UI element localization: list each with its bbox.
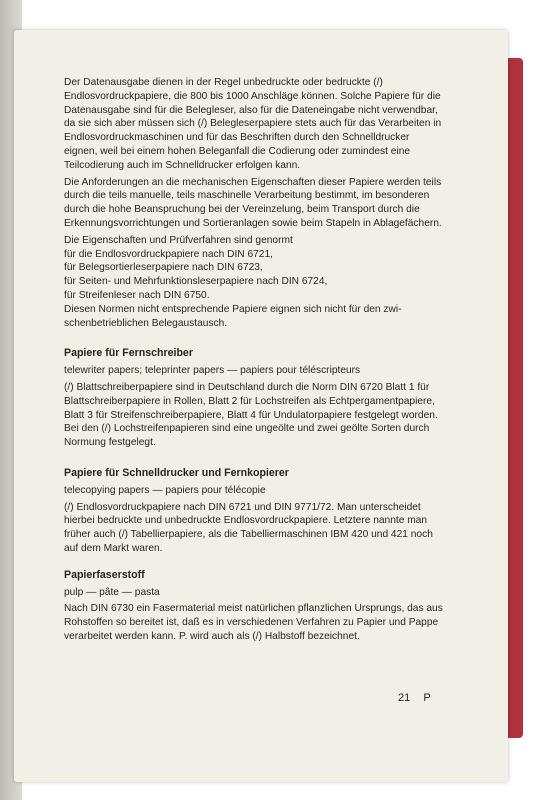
section-translations-schnelldrucker: telecopying papers — papiers pour télécopie	[64, 484, 266, 496]
section-heading-papierfaserstoff: Papierfaserstoff	[64, 568, 145, 581]
norm-list-item: für Seiten- und Mehrfunktionsleserpapiere nach DIN 6724,	[64, 276, 328, 288]
section-translations-fernschreiber: telewriter papers; teleprinter papers — papiers pour téléscripteurs	[64, 365, 361, 377]
section-heading-schnelldrucker: Papiere für Schnelldrucker und Fernkopierer	[64, 466, 289, 479]
paragraph-4: Diesen Normen nicht entsprechende Papiere eignen sich nicht für den zwischenbetrieblichen Belegaustausch.	[64, 303, 402, 329]
norm-list	[64, 234, 444, 303]
norm-list-intro: Die Eigenschaften und Prüfverfahren sind genormt	[64, 234, 293, 246]
norm-list-item: für Streifenleser nach DIN 6750.	[64, 289, 210, 301]
paragraph-1: Der Datenausgabe dienen in der Regel unbedruckte oder bedruckte (/) Endlosvordruckpapiere, die 800 bis 1000 Anschläge können. Solche Papiere für die Datenausgabe sind für die Belegleser, also für die Dateneingabe nicht verwendbar, da sie sich aber müssen sich (/) Belegleserpapiere stets auch für das Verarbeiten in Endlosvordruckmaschinen und für das Beschriften durch den Schnelldrucker eignen, weil bei einem hohen Beleganfall die Codierung oder zumindest eine Teilcodierung auch im Schnelldrucker erfolgen kann.	[64, 77, 442, 171]
norm-list-item: für die Endlosvordruckpapiere nach DIN 6721,	[64, 248, 273, 260]
section-translations-papierfaserstoff: pulp — pâte — pasta	[64, 586, 160, 598]
page-content	[64, 76, 444, 647]
section-text-fernschreiber: (/) Blattschreiberpapiere sind in Deutschland durch die Norm DIN 6720 Blatt 1 für Blattschreiberpapiere in Rollen, Blatt 2 für Lochstreifen als Echtpergamentpapiere, Blatt 3 für Streifenschreiberpapiere, Blatt 4 für Undulatorpapiere festgelegt worden. Bei den (/) Lochstreifenpapieren sind eine ungeölte und zwei geölte Sorten durch Normung festgelegt.	[64, 381, 438, 449]
section-text-schnelldrucker: (/) Endlosvordruckpapiere nach DIN 6721 und DIN 9771/72. Man unterscheidet hierbei bedruckte und unbedruckte Endlosvordruckpapiere. Letztere nannte man früher auch (/) Tabellierpapiere, als die Tabelliermaschinen IBM 420 und 421 noch auf dem Markt waren.	[64, 501, 433, 554]
page-footer	[398, 692, 441, 704]
section-letter: P	[423, 692, 431, 704]
page-number: 21	[398, 692, 411, 704]
section-heading-fernschreiber: Papiere für Fernschreiber	[64, 347, 193, 360]
norm-list-item: für Belegsortierleserpapiere nach DIN 6723,	[64, 262, 263, 274]
paragraph-2: Die Anforderungen an die mechanischen Eigenschaften dieser Papiere werden teils durch die teils manuelle, teils maschinelle Verarbeitung bestimmt, im besonderen durch die hohe Beanspruchung bei der Vereinzelung, beim Transport durch die Erkennungsvorrichtungen und Sortieranlagen sowie beim Stapeln in Ablagefächern.	[64, 176, 442, 229]
section-text-papierfaserstoff: Nach DIN 6730 ein Fasermaterial meist natürlichen pflanzlichen Ursprungs, das aus Rohstoffen so bereitet ist, daß es in verschiedenen Verfahren zu Papier und Pappe verarbeitet werden kann. P. wird auch als (/) Halbstoff bezeichnet.	[64, 603, 443, 642]
